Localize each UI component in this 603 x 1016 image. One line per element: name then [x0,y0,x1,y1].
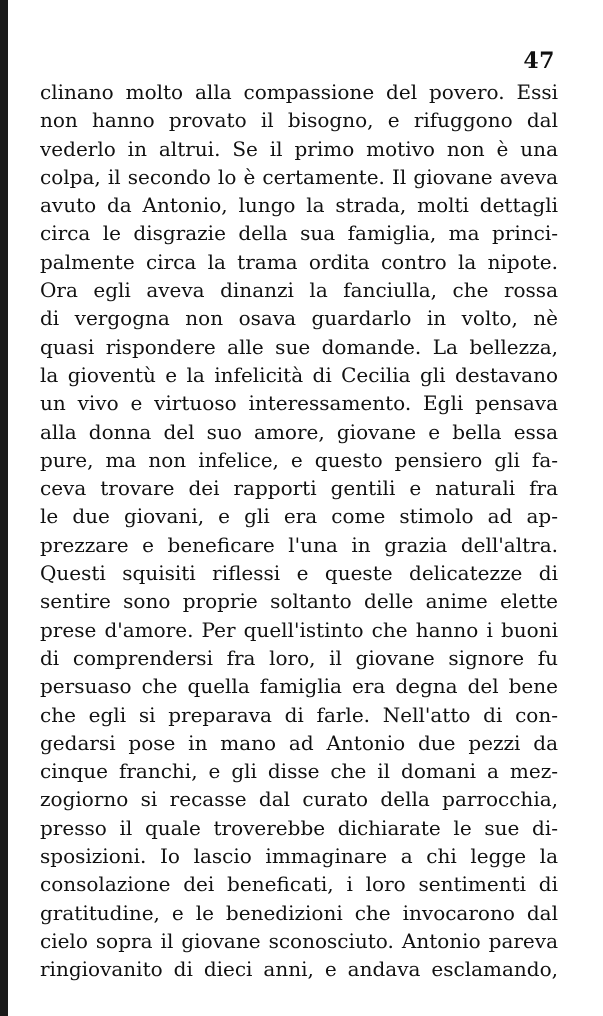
body-text [40,78,558,984]
text-line: gratitudine, e le benedizioni che invocarono dal [40,900,558,925]
text-line: sposizioni. Io lascio immaginare a chi legge la [40,844,558,869]
text-line: persuaso che quella famiglia era degna del bene [40,674,558,699]
text-line: presso il quale troverebbe dichiarate le sue di- [40,815,558,840]
text-line: non hanno provato il bisogno, e rifuggono dal [40,108,558,133]
page-number: 47 [523,48,555,74]
text-line: che egli si preparava di farle. Nell'atto di con- [40,702,558,727]
text-line: cielo sopra il giovane sconosciuto. Antonio pareva [40,928,558,953]
text-line: quasi rispondere alle sue domande. La bellezza, [40,334,558,359]
text-line: cinque franchi, e gli disse che il domani a mez- [40,759,558,784]
text-line: palmente circa la trama ordita contro la nipote. [40,249,558,274]
text-line: circa le disgrazie della sua famiglia, ma princi- [40,221,558,246]
text-line: gedarsi pose in mano ad Antonio due pezzi da [40,730,558,755]
text-line: pure, ma non infelice, e questo pensiero gli fa- [40,447,558,472]
text-line: clinano molto alla compassione del povero. Essi [40,80,558,104]
text-line: zogiorno si recasse dal curato della parrocchia, [40,787,558,812]
text-line: di comprendersi fra loro, il giovane signore fu [40,645,558,670]
page-binding-edge [0,0,8,1016]
text-line: prezzare e beneficare l'una in grazia dell'altra. [40,532,558,557]
text-line: un vivo e virtuoso interessamento. Egli pensava [40,391,558,416]
text-line: la gioventù e la infelicità di Cecilia gli destavano [40,362,558,387]
text-line: Ora egli aveva dinanzi la fanciulla, che rossa [40,278,558,303]
text-line: vederlo in altrui. Se il primo motivo non è una [40,136,558,161]
text-line: di vergogna non osava guardarlo in volto, nè [40,306,558,331]
text-line: Questi squisiti riflessi e queste delicatezze di [40,561,558,586]
text-line: consolazione dei beneficati, i loro sentimenti di [40,872,558,897]
text-line: ceva trovare dei rapporti gentili e naturali fra [40,476,558,501]
text-line: colpa, il secondo lo è certamente. Il giovane aveva [40,164,558,189]
text-line: prese d'amore. Per quell'istinto che hanno i buoni [40,617,558,642]
text-line: alla donna del suo amore, giovane e bella essa [40,419,558,444]
text-line: avuto da Antonio, lungo la strada, molti dettagli [40,193,558,218]
text-line: ringiovanito di dieci anni, e andava esclamando, [40,957,558,982]
text-line: le due giovani, e gli era come stimolo ad ap- [40,504,558,529]
text-line: sentire sono proprie soltanto delle anime elette [40,589,558,614]
